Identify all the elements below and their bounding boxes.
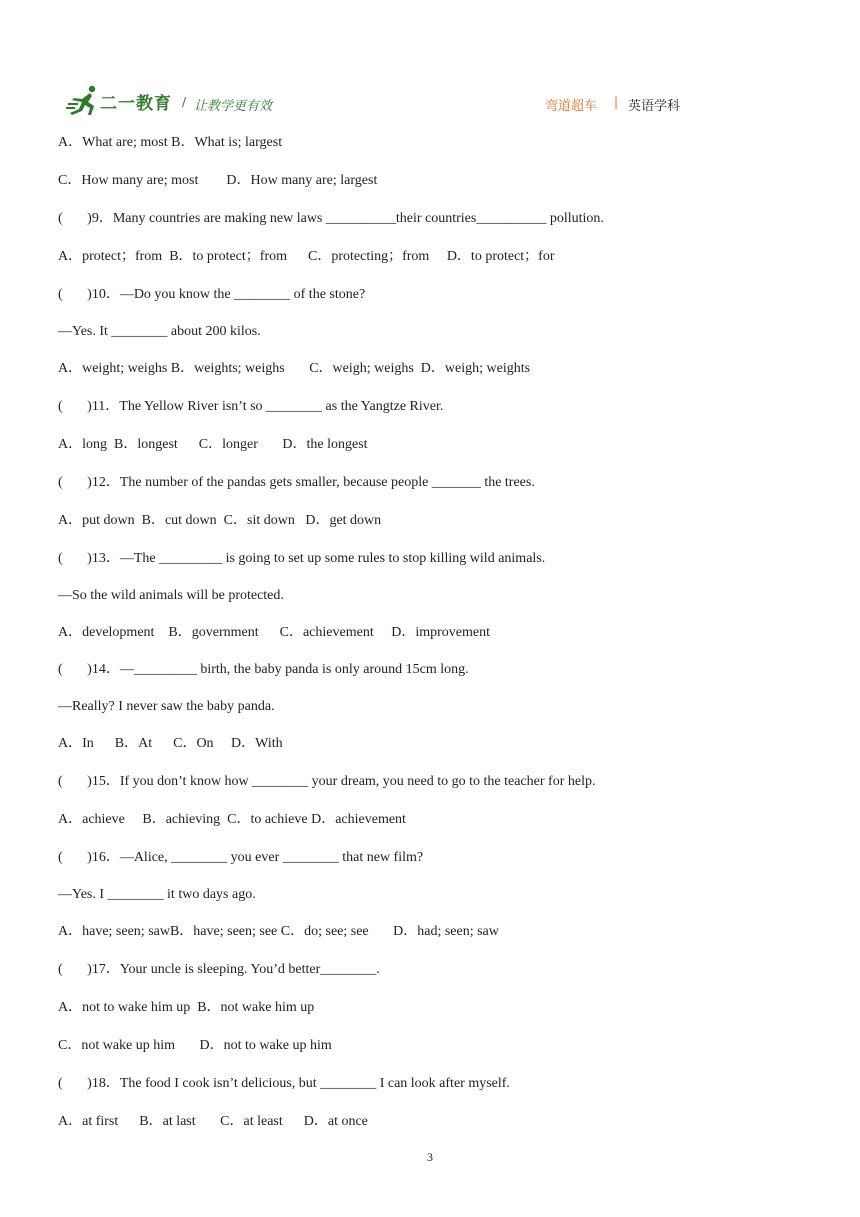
brand-separator: | <box>614 95 619 109</box>
text-line: A．long B．longest C．longer D．the longest <box>58 437 368 452</box>
text-line: A．protect；from B．to protect；from C．protecting；from D．to protect；for <box>58 249 555 264</box>
text-line: A．at first B．at last C．at least D．at once <box>58 1114 368 1129</box>
question-12: ( )12．The number of the pandas gets smaller, because people _______ the trees. <box>58 475 535 490</box>
brand-text: 弯道超车 <box>545 99 598 114</box>
text-line: —Really? I never saw the baby panda. <box>58 699 275 714</box>
subject-label: 英语学科 <box>628 99 681 114</box>
logo <box>66 84 176 116</box>
text-line: A．not to wake him up B．not wake him up <box>58 1000 315 1015</box>
question-10: ( )10．—Do you know the ________ of the stone? <box>58 287 366 302</box>
slogan: 让教学更有效 <box>194 99 273 114</box>
text-line: —Yes. It ________ about 200 kilos. <box>58 324 261 339</box>
text-line: A．achieve B．achieving C．to achieve D．achievement <box>58 812 406 827</box>
question-9: ( )9．Many countries are making new laws __________their countries__________ pollution. <box>58 211 604 226</box>
page-number: 3 <box>427 1150 433 1164</box>
running-figure-icon <box>66 84 100 116</box>
question-17: ( )17．Your uncle is sleeping. You’d better________. <box>58 962 380 977</box>
question-13: ( )13．—The _________ is going to set up some rules to stop killing wild animals. <box>58 551 546 566</box>
text-line: —Yes. I ________ it two days ago. <box>58 887 256 902</box>
text-line: A．weight; weighs B．weights; weighs C．weigh; weighs D．weigh; weights <box>58 361 531 376</box>
text-line: A．put down B．cut down C．sit down D．get down <box>58 513 382 528</box>
text-line: A．What are; most B．What is; largest <box>58 135 283 150</box>
text-line: A．development B．government C．achievement D．improvement <box>58 625 490 640</box>
page-header <box>0 84 860 124</box>
question-18: ( )18．The food I cook isn’t delicious, but ________ I can look after myself. <box>58 1076 510 1091</box>
header-separator: / <box>182 95 187 109</box>
text-line: A．In B．At C．On D．With <box>58 736 283 751</box>
text-line: A．have; seen; sawB．have; seen; see C．do; see; see D．had; seen; saw <box>58 924 499 939</box>
question-14: ( )14．—_________ birth, the baby panda is only around 15cm long. <box>58 662 469 677</box>
text-line: C．How many are; most D．How many are; largest <box>58 173 378 188</box>
logo-name: 二一教育 <box>100 94 172 114</box>
question-16: ( )16．—Alice, ________ you ever ________ that new film? <box>58 850 424 865</box>
text-line: —So the wild animals will be protected. <box>58 588 284 603</box>
question-11: ( )11．The Yellow River isn’t so ________ as the Yangtze River. <box>58 399 444 414</box>
text-line: C．not wake up him D．not to wake up him <box>58 1038 332 1053</box>
question-15: ( )15．If you don’t know how ________ your dream, you need to go to the teacher for help. <box>58 774 596 789</box>
